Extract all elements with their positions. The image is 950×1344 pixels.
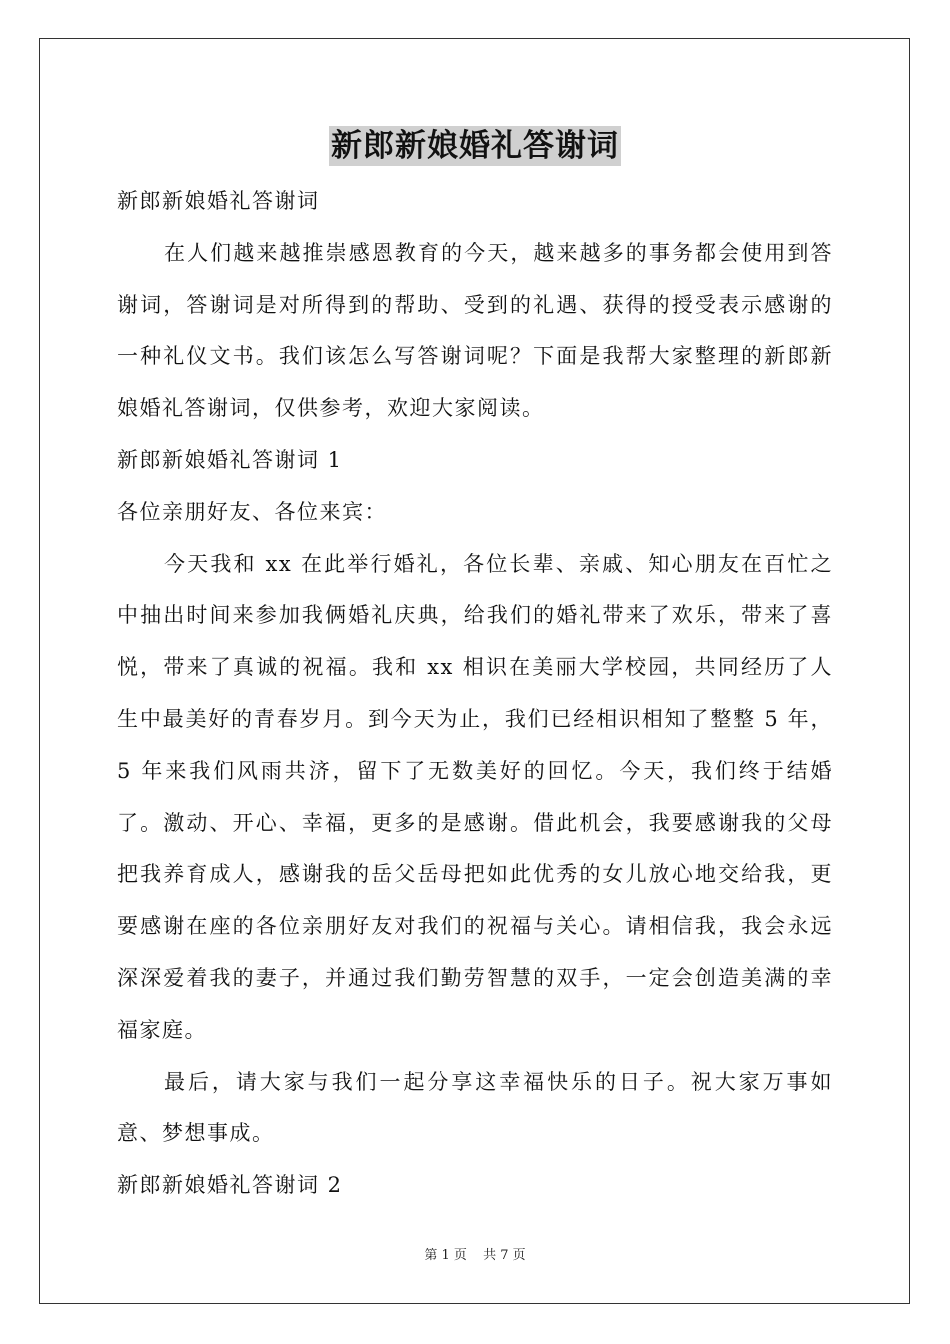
intro-paragraph: 在人们越来越推崇感恩教育的今天，越来越多的事务都会使用到答谢词，答谢词是对所得到的帮助、受到的礼遇、获得的授受表示感谢的一种礼仪文书。我们该怎么写答谢词呢？下面是我帮大家整理的新郎新娘婚礼答谢词，仅供参考，欢迎大家阅读。: [117, 240, 833, 421]
page-number: 第 1 页: [424, 1248, 467, 1263]
page-footer: [0, 1247, 950, 1265]
closing-paragraph: 最后，请大家与我们一起分享这幸福快乐的日子。祝大家万事如意、梦想事成。: [117, 1069, 833, 1146]
title-container: [0, 126, 950, 166]
section-heading-1: 新郎新娘婚礼答谢词 1: [117, 447, 343, 472]
subtitle-line: 新郎新娘婚礼答谢词: [117, 189, 320, 213]
speech-paragraph: 今天我和 xx 在此举行婚礼，各位长辈、亲戚、知心朋友在百忙之中抽出时间来参加我俩婚礼庆典，给我们的婚礼带来了欢乐，带来了喜悦，带来了真诚的祝福。我和 xx 相识在美丽大学校园，共同经历了人生中最美好的青春岁月。到今天为止，我们已经相识相知了整整 5 年，5 年来我们风雨共济，留下了无数美好的回忆。今天，我们终于结婚了。激动、开心、幸福，更多的是感谢。借此机会，我要感谢我的父母把我养育成人，感谢我的岳父岳母把如此优秀的女儿放心地交给我，更要感谢在座的各位亲朋好友对我们的祝福与关心。请相信我，我会永远深深爱着我的妻子，并通过我们勤劳智慧的双手，一定会创造美满的幸福家庭。: [117, 551, 833, 1042]
section-heading-2: 新郎新娘婚礼答谢词 2: [117, 1173, 343, 1198]
salutation: 各位亲朋好友、各位来宾：: [117, 499, 387, 524]
document-title: 新郎新娘婚礼答谢词: [331, 128, 619, 164]
page-total: 共 7 页: [483, 1248, 526, 1263]
document-body: [117, 176, 833, 1212]
